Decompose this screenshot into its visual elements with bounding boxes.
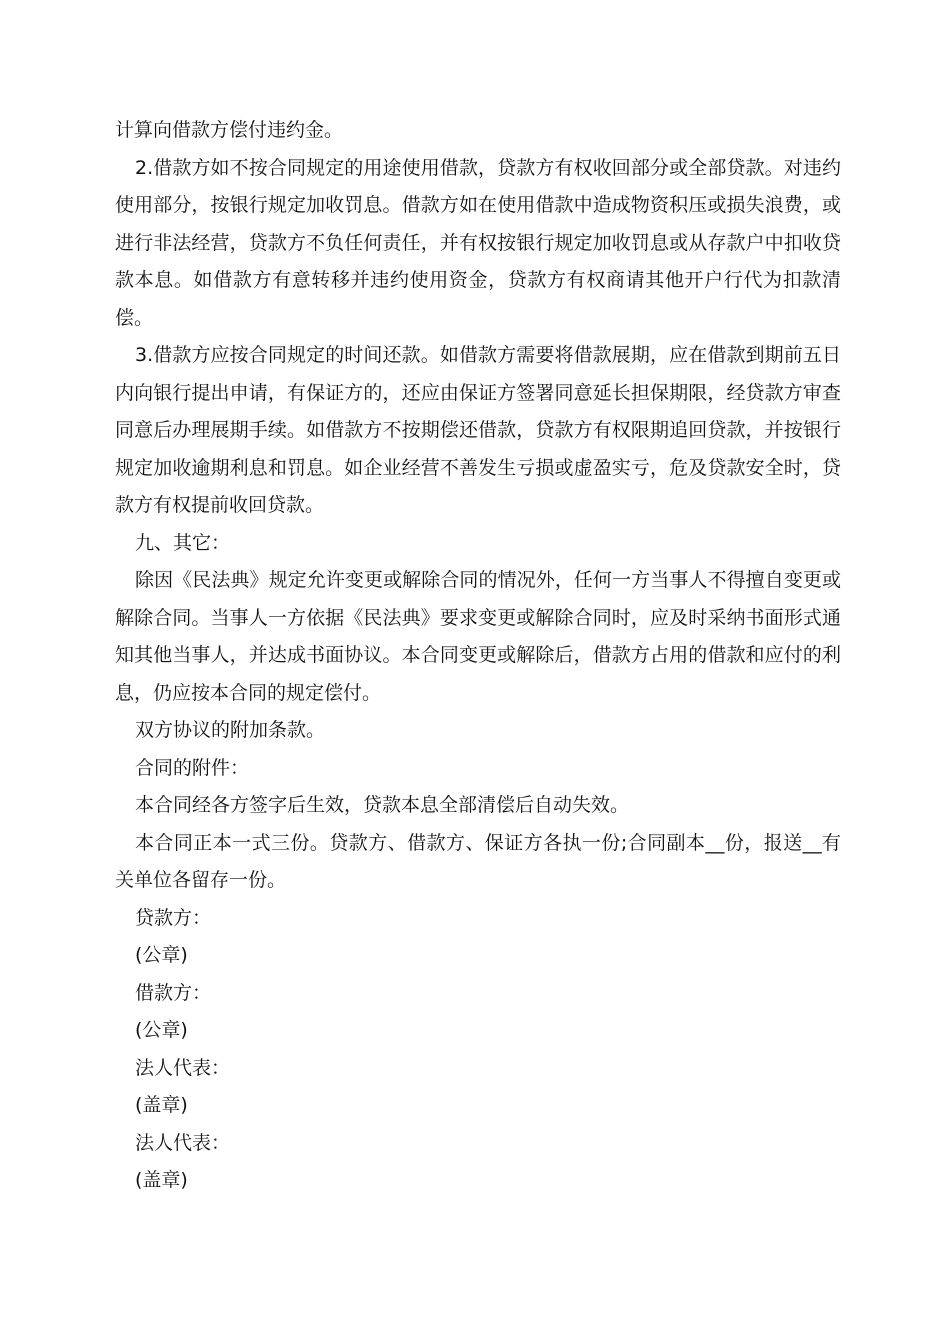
paragraph-14: 法人代表：: [135, 1056, 231, 1079]
paragraph-13: (公章): [135, 1019, 188, 1041]
paragraph-9: 本合同正本一式三份。贷款方、借款方、保证方各执一份;合同副本__份，报送__有关单位各留存一份。: [115, 831, 841, 891]
paragraph-8: 本合同经各方签字后生效，贷款本息全部清偿后自动失效。: [135, 794, 630, 816]
document-body: [115, 112, 841, 1200]
paragraph-6: 双方协议的附加条款。: [135, 719, 326, 741]
paragraph-4: 九、其它：: [135, 531, 231, 554]
paragraph-7: 合同的附件：: [135, 756, 250, 779]
paragraph-12: 借款方：: [135, 981, 212, 1004]
paragraph-3: 3.借款方应按合同规定的时间还款。如借款方需要将借款展期，应在借款到期前五日内向银行提出申请，有保证方的，还应由保证方签署同意延长担保期限，经贷款方审查同意后办理展期手续。如借款方不按期偿还借款，贷款方有权限期追回贷款，并按银行规定加收逾期利息和罚息。如企业经营不善发生亏损或虚盈实亏，危及贷款安全时，贷款方有权提前收回贷款。: [115, 344, 841, 516]
paragraph-1: 计算向借款方偿付违约金。: [115, 119, 344, 141]
paragraph-10: 贷款方：: [135, 906, 212, 929]
paragraph-5: 除因《民法典》规定允许变更或解除合同的情况外，任何一方当事人不得擅自变更或解除合同。当事人一方依据《民法典》要求变更或解除合同时，应及时采纳书面形式通知其他当事人，并达成书面协议。本合同变更或解除后，借款方占用的借款和应付的利息，仍应按本合同的规定偿付。: [115, 569, 841, 704]
paragraph-2: 2.借款方如不按合同规定的用途使用借款，贷款方有权收回部分或全部贷款。对违约使用部分，按银行规定加收罚息。借款方如在使用借款中造成物资积压或损失浪费，或进行非法经营，贷款方不负任何责任，并有权按银行规定加收罚息或从存款户中扣收贷款本息。如借款方有意转移并违约使用资金，贷款方有权商请其他开户行代为扣款清偿。: [115, 156, 841, 329]
paragraph-17: (盖章): [135, 1169, 188, 1191]
paragraph-16: 法人代表：: [135, 1131, 231, 1154]
paragraph-11: (公章): [135, 944, 188, 966]
paragraph-15: (盖章): [135, 1094, 188, 1116]
